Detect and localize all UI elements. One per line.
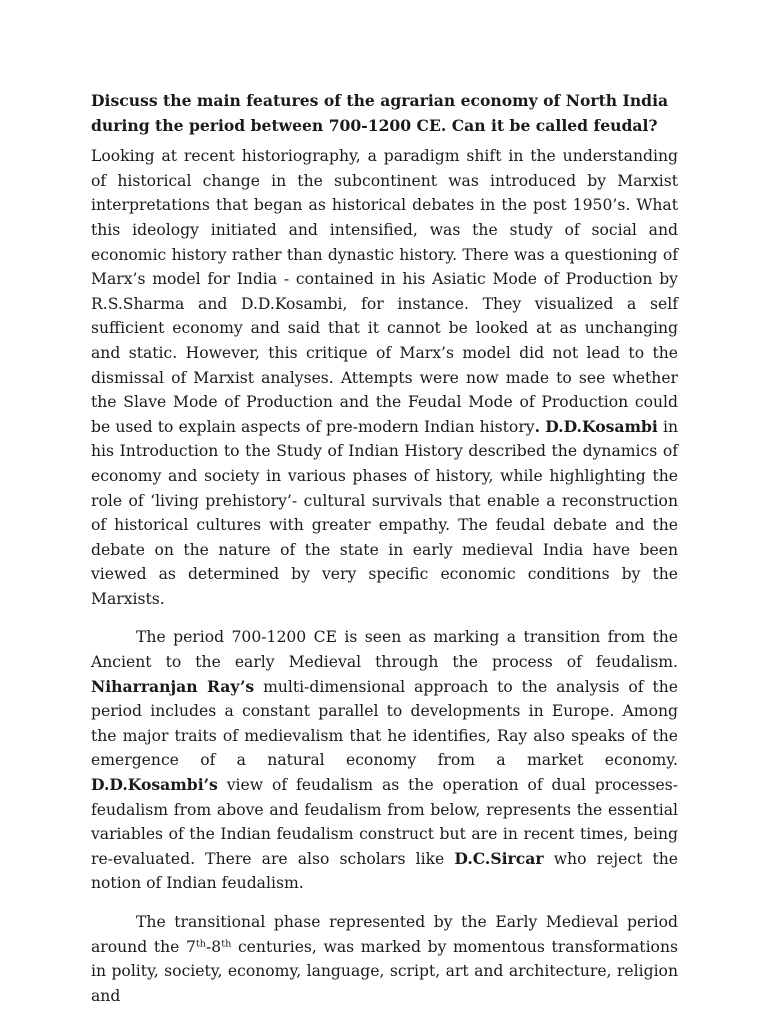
- paragraph-transition: [91, 625, 678, 896]
- document-page: [91, 89, 678, 1008]
- p1-bold-kosambi: D.D.Kosambi: [545, 416, 658, 436]
- p1-text-2: in his Introduction to the Study of Indian History described the dynamics of economy and society in various phases of history, while highlighting the role of ‘living prehistory’- cultural survivals that enable a reconstruction of historical cultures with greater empathy. The feudal debate and the debate on the nature of the state in early medieval India have been viewed as determined by very specific economic conditions by the Marxists.: [91, 417, 678, 608]
- p2-bold-sircar: D.C.Sircar: [454, 848, 544, 868]
- p2-text-4: who reject the notion of Indian feudalism.: [91, 849, 679, 893]
- p3-text-2: -8: [206, 937, 222, 956]
- p1-bold-period: .: [534, 416, 541, 436]
- question-heading: Discuss the main features of the agrarian economy of North India during the period between 700-1200 CE. Can it be called feudal?: [91, 91, 669, 135]
- p2-text-1: The period 700-1200 CE is seen as marking a transition from the Ancient to the early Medieval through the process of feudalism.: [91, 628, 678, 672]
- paragraph-early-medieval: [91, 910, 678, 1008]
- p3-superscript-2: th: [221, 938, 232, 950]
- p2-text-2: multi-dimensional approach to the analysis of the period includes a constant parallel to developments in Europe. Among the major traits of medievalism that he identifies, Ray also speaks of the emergence of a natural economy from a market economy.: [91, 677, 679, 770]
- p1-text-1: Looking at recent historiography, a paradigm shift in the understanding of historical change in the subcontinent was introduced by Marxist interpretations that began as historical debates in the post 1950’s. What this ideology initiated and intensified, was the study of social and economic history rather than dynastic history. There was a questioning of Marx’s model for India - contained in his Asiatic Mode of Production by R.S.Sharma and D.D.Kosambi, for instance. They visualized a self sufficient economy and said that it cannot be looked at as unchanging and static. However, this critique of Marx’s model did not lead to the dismissal of Marxist analyses. Attempts were now made to see whether the Slave Mode of Production and the Feudal Mode of Production could be used to explain aspects of pre-modern Indian history: [91, 147, 678, 436]
- p2-bold-kosambi: D.D.Kosambi’s: [91, 775, 218, 795]
- p3-superscript-1: th: [195, 938, 207, 950]
- p2-text-3: view of feudalism as the operation of dual processes- feudalism from above and feudalism from below, represents the essential variables of the Indian feudalism construct but are in recent times, being re-evaluated. There are also scholars like: [91, 776, 678, 868]
- p2-bold-ray: Niharranjan Ray’s: [91, 676, 255, 696]
- p3-text-3: centuries, was marked by momentous transformations in polity, society, economy, language, script, art and architecture, religion and: [91, 937, 678, 1005]
- paragraph-historiography: [91, 144, 678, 611]
- p3-text-1: The transitional phase represented by the Early Medieval period around the 7: [91, 913, 678, 956]
